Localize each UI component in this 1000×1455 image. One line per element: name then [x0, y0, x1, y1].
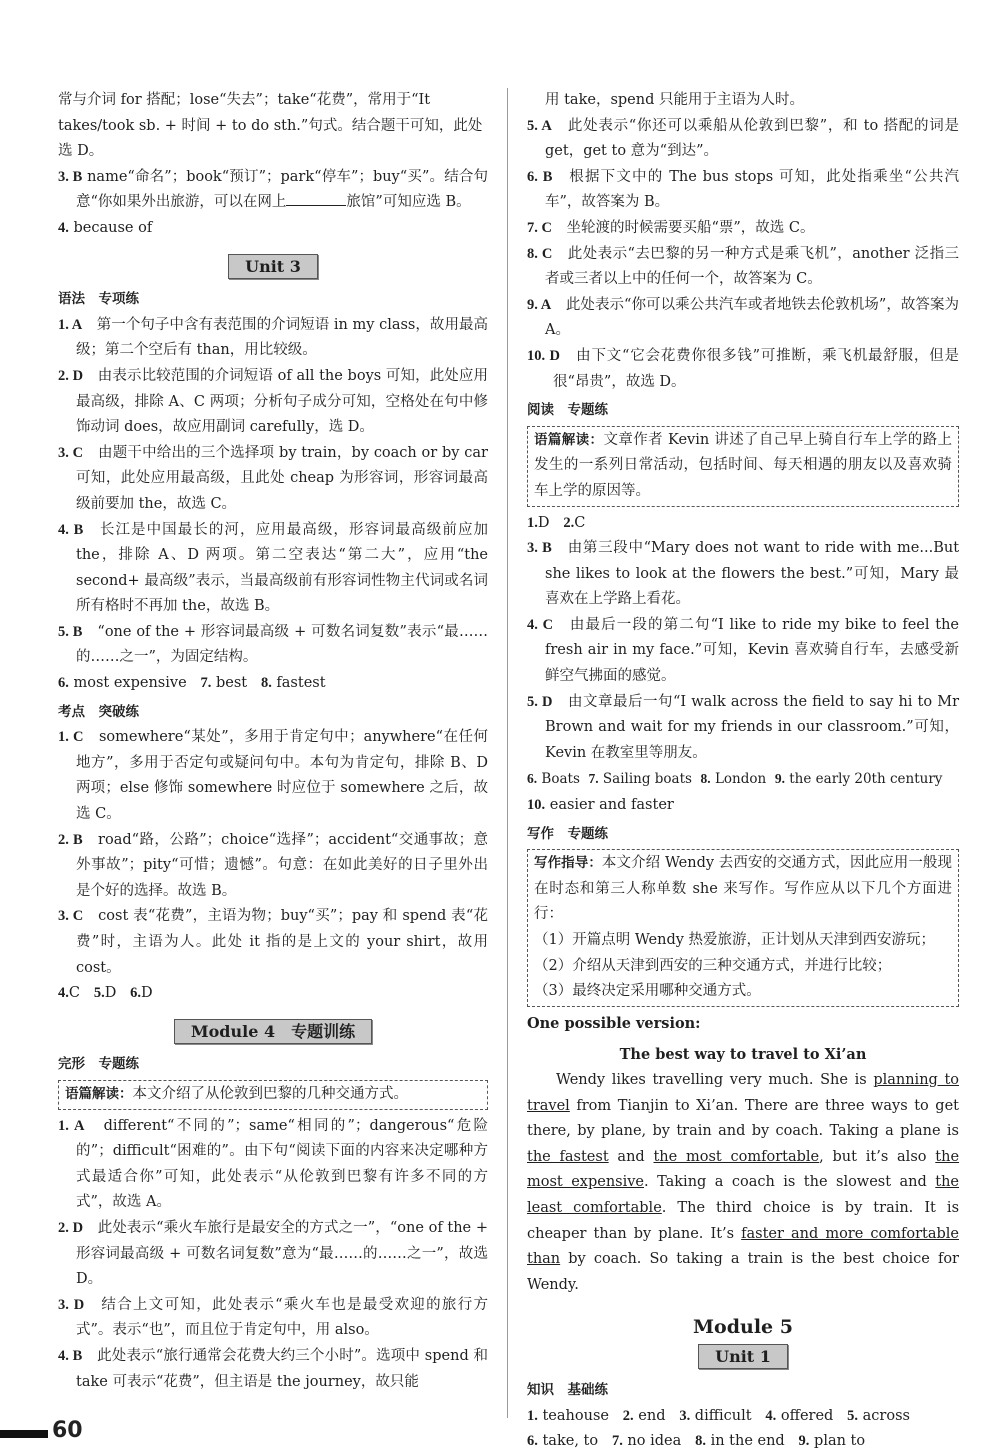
answer-item: 3. C cost 表“花费”，主语为物；buy“买”；pay 和 spend 表“花费”时，主语为人。此处 it 指的是上文的 your shirt，故用 cost。	[58, 908, 488, 976]
answer-item: 2. D 此处表示“乘火车旅行是最安全的方式之一”，“one of the + 形容词最高级 + 可数名词复数”意为“最……的……之一”，故选 D。	[58, 1219, 488, 1288]
guide-text: 本文介绍 Wendy 去西安的交通方式，因此应用一般现在时态和第三人称单数 she 来写作。写作应从以下几个方面进行：	[534, 855, 952, 923]
guide-point: （2）介绍从天津到西安的三种交通方式，并进行比较；	[534, 957, 892, 974]
essay-body: Wendy likes travelling very much. She is planning to travel from Tianjin to Xi’an. There are three ways to get there, by plane, by train and by coach. Taking a plane is the fastest and the most comfortable, but it’s also the most expensive. Taking a coach is the slowest and the least comfortable. The third choice is by train. It is cheaper than by plane. It’s faster and more comfortable than by coach. So taking a train is the best choice for Wendy.	[527, 1071, 960, 1293]
possible-version-label: One possible version:	[527, 1014, 701, 1032]
cloze-analysis-box	[58, 1080, 488, 1110]
underlined-phrase: the least comfortable	[527, 1174, 959, 1216]
cloze-section-title: 完形 专题练	[58, 1056, 139, 1073]
fill-blank	[286, 191, 346, 206]
grammar-section-title: 语法 专项练	[58, 291, 139, 308]
answer-item: 5. B “one of the + 形容词最高级 + 可数名词复数”表示“最……的……之一”，为固定结构。	[58, 623, 489, 666]
continued-text: 用 take，spend 只能用于主语为人时。	[545, 92, 804, 108]
answer-item: 1. C somewhere“某处”，多用于肯定句中；anywhere“在任何地方”，多用于否定句或疑问句中。本句为肯定句，排除 B、D 两项；else 修饰 somewhere 时应位于 somewhere 之后，故选 C。	[58, 729, 488, 823]
answer-item: 9. A 此处表示“你可以乘公共汽车或者地铁去伦敦机场”，故答案为 A。	[527, 296, 960, 339]
answer-row-4-6: 4.C 5.D 6.D	[58, 985, 153, 1002]
reading-section-title: 阅读 专题练	[527, 402, 608, 419]
answer-row-6-8: 6. most expensive 7. best 8. fastest	[58, 675, 326, 692]
answer-item: 4. B 长江是中国最长的河，应用最高级，形容词最高级前应加 the，排除 A、D 两项。第二空表达“第二大”，应用“the second+ 最高级”表示，当最高级前有形容词性物主代词或名词所有格时不再加 the，故选 B。	[58, 521, 489, 615]
answer-item: 1. A different“不同的”；same“相同的”；dangerous“危险的”；difficult“困难的”。由下句“阅读下面的内容来决定哪种方式最适合你”可知，此处表示“从伦敦到巴黎有许多不同的方式”，故选 A。	[58, 1117, 489, 1211]
guide-point: （3）最终决定采用哪种交通方式。	[534, 983, 761, 1000]
answer-item-4	[58, 216, 488, 242]
answer-row-10: 10. easier and faster	[527, 797, 674, 814]
answer-text: because of	[73, 219, 153, 236]
analysis-text: 文章作者 Kevin 讲述了自己早上骑自行车上学的路上发生的一系列日常活动，包括时间、每天相遇的朋友以及喜欢骑车上学的原因等。	[534, 431, 953, 499]
answer-item: 7. C 坐轮渡的时候需要买船“票”，故选 C。	[527, 219, 815, 236]
answer-item: 1. A 第一个句子中含有表范围的介词短语 in my class，故用最高级；第二个空后有 than，用比较级。	[58, 316, 489, 359]
answer-text: name“命名”；book“预订”；park“停车”；buy“买”。结合句意“你如果外出旅游，可以在网上	[76, 168, 488, 211]
underlined-phrase: planning to travel	[527, 1071, 959, 1114]
left-column	[58, 88, 488, 1395]
writing-section-title: 写作 专题练	[527, 825, 608, 842]
underlined-phrase: the most comfortable	[653, 1148, 820, 1165]
answer-text: 旅馆”可知应选 B。	[346, 194, 471, 211]
underlined-phrase: the most expensive	[527, 1148, 960, 1191]
answer-item: 2. D 由表示比较范围的介词短语 of all the boys 可知，此处应用最高级，排除 A、C 两项；分析句子成分可知，空格处在句中修饰动词 does，故应用副词 carefully，选 D。	[58, 367, 488, 436]
unit1-heading: Unit 1	[527, 1344, 959, 1372]
knowledge-row-2: 6. take, to 7. no idea 8. in the end 9. plan to	[527, 1433, 866, 1450]
answer-item: 4. B 此处表示“旅行通常会花费大约三个小时”。选项中 spend 和 take 可表示“花费”，但主语是 the journey，故只能	[58, 1347, 488, 1390]
answer-number: 3. B	[58, 168, 83, 185]
answer-item: 6. B 根据下文中的 The bus stops 可知，此处指乘坐“公共汽车”，故答案为 B。	[527, 168, 960, 211]
essay-title: The best way to travel to Xi’an	[619, 1046, 867, 1064]
analysis-label: 语篇解读：	[65, 1085, 133, 1102]
answer-item: 8. C 此处表示“去巴黎的另一种方式是乘飞机”，another 泛指三者或三者以上中的任何一个，故答案为 C。	[527, 245, 960, 288]
unit3-heading: Unit 3	[58, 254, 488, 282]
answer-item-3	[58, 165, 488, 216]
writing-guide-box	[527, 849, 959, 1007]
grammar-answers	[58, 313, 488, 671]
continued-text: 常与介词 for 搭配；lose“失去”；take“花费”，常用于“It takes/took sb. + 时间 + to do sth.”句式。结合题干可知，此处选 D。	[58, 92, 483, 160]
right-column	[527, 88, 959, 1455]
answer-item: 3. D 结合上文可知，此处表示“乘火车也是最受欢迎的旅行方式”。表示“也”，而且位于肯定句中，用 also。	[58, 1296, 488, 1339]
guide-point: （1）开篇点明 Wendy 热爱旅游，正计划从天津到西安游玩；	[534, 932, 936, 948]
analysis-label: 语篇解读：	[534, 431, 604, 448]
page-number: 60	[52, 1418, 83, 1443]
answer-item: 3. C 由题干中给出的三个选择项 by train，by coach or by car 可知，此处应用最高级，且此处 cheap 为形容词，形容词最高级前要加 the，故选 C。	[58, 444, 488, 512]
knowledge-row-1: 1. teahouse 2. end 3. difficult 4. offered 5. across	[527, 1407, 910, 1424]
answer-item: 10. D 由下文“它会花费你很多钱”可推断，乘飞机最舒服，但是很“昂贵”，故选 D。	[527, 347, 959, 390]
module4-heading: Module 4 专题训练	[58, 1019, 488, 1047]
answer-item: 4. C 由最后一段的第二句“I like to ride my bike to feel the fresh air in my face.”可知，Kevin 喜欢骑自行车，去感受新鲜空气拂面的感觉。	[527, 616, 960, 685]
reading-analysis-box	[527, 426, 959, 507]
module5-heading: Module 5	[693, 1316, 793, 1339]
underlined-phrase: faster and more comfortable than	[527, 1225, 959, 1268]
answer-item: 5. A 此处表示“你还可以乘船从伦敦到巴黎”，和 to 搭配的词是 get，get to 意为“到达”。	[527, 117, 959, 160]
knowledge-section-title: 知识 基础练	[527, 1381, 608, 1398]
answer-item: 2. B road“路，公路”；choice“选择”；accident“交通事故；意外事故”；pity“可惜；遗憾”。句意：在如此美好的日子里外出是个好的选择。故选 B。	[58, 831, 489, 899]
answer-row-1-2: 1.D 2.C	[527, 514, 586, 531]
column-divider	[507, 88, 508, 1418]
guide-label: 写作指导：	[534, 855, 602, 872]
answer-number: 4.	[58, 219, 69, 236]
analysis-text: 本文介绍了从伦敦到巴黎的几种交通方式。	[132, 1085, 408, 1102]
answer-row-6-9: 6. Boats 7. Sailing boats 8. London 9. the early 20th century	[527, 771, 943, 788]
page-number-bar	[0, 1430, 48, 1438]
answer-item: 3. B 由第三段中“Mary does not want to ride with me...But she likes to look at the flowers the best.”可知，Mary 最喜欢在上学路上看花。	[527, 540, 960, 608]
answer-item: 5. D 由文章最后一句“I walk across the field to say hi to Mr Brown and wait for my friends in our classroom.”可知，Kevin 在教室里等朋友。	[527, 693, 960, 761]
kaodian-section-title: 考点 突破练	[58, 703, 139, 720]
underlined-phrase: the fastest	[527, 1148, 609, 1165]
